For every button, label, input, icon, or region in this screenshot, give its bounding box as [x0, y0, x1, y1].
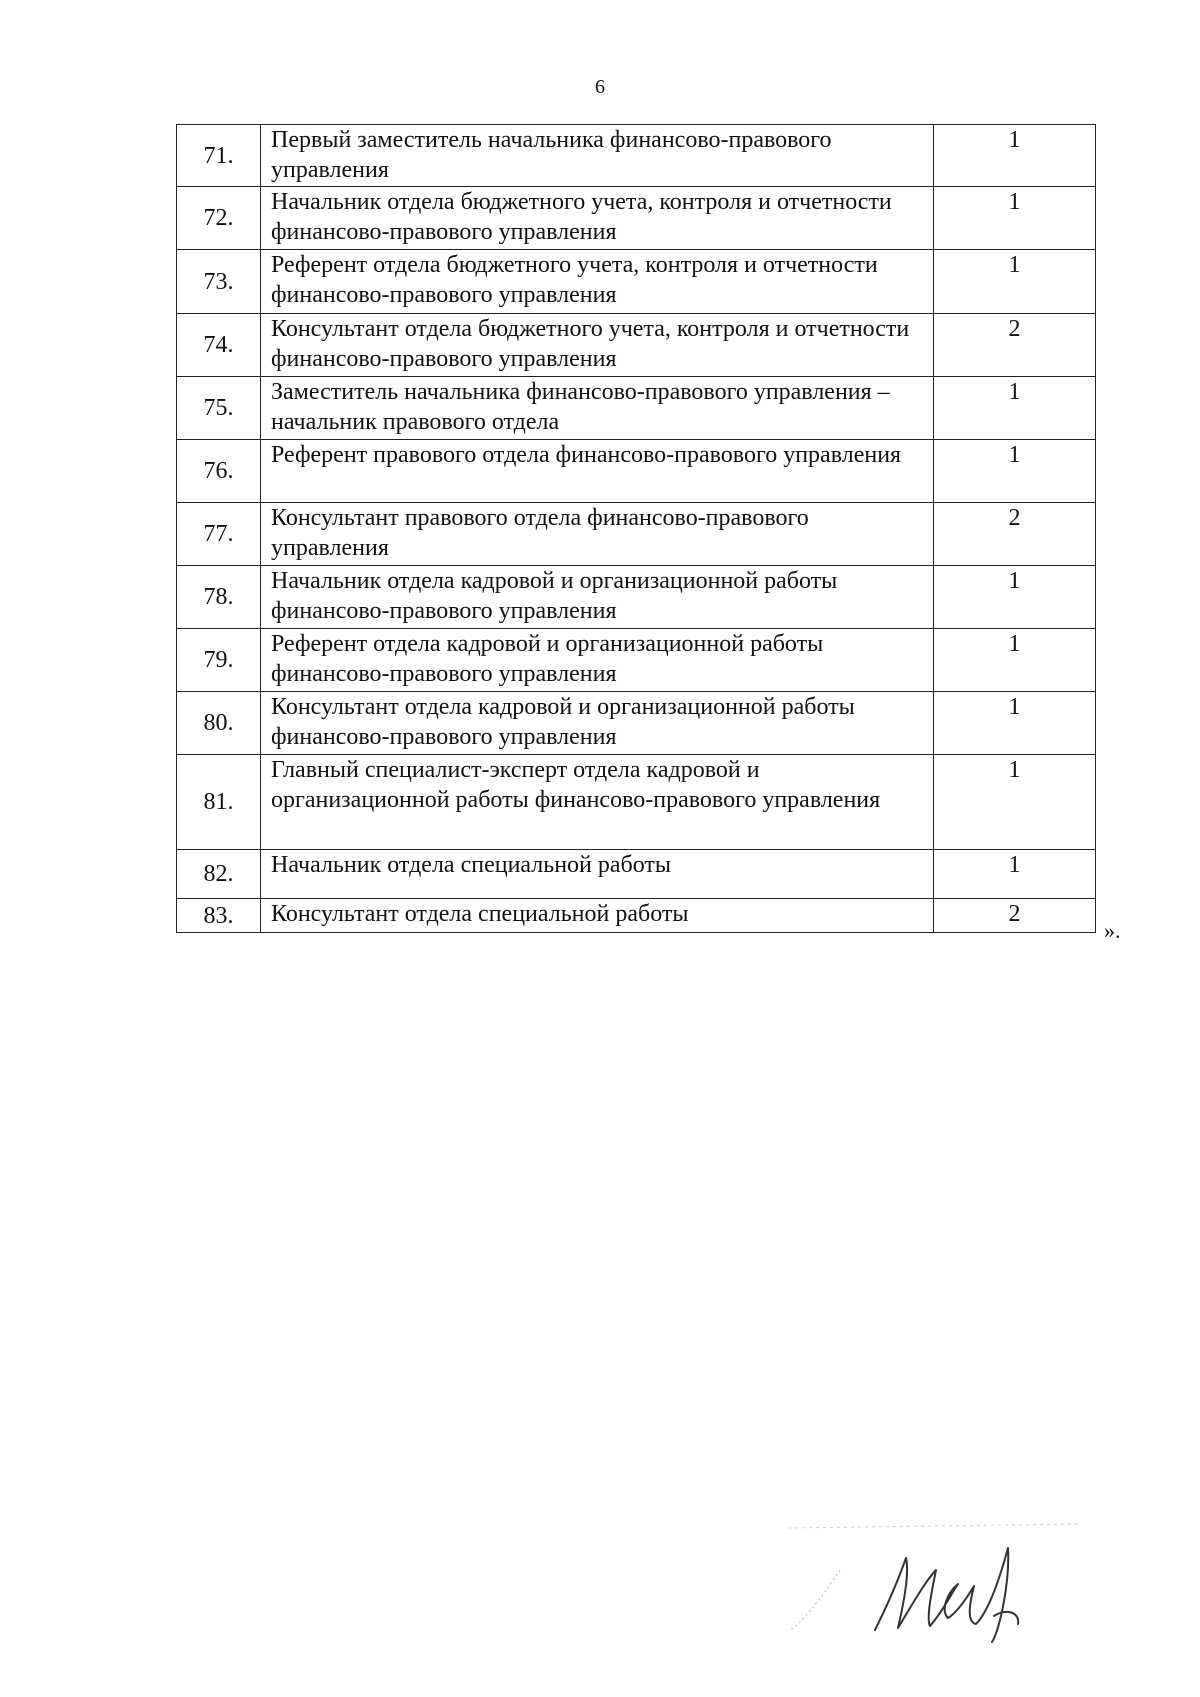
- row-number: 78.: [177, 566, 261, 629]
- table-row: [177, 314, 1096, 377]
- table-row: [177, 850, 1096, 899]
- row-number: 82.: [177, 850, 261, 899]
- position-title: Референт правового отдела финансово-правового управления: [261, 440, 934, 503]
- position-count: 1: [934, 187, 1096, 250]
- position-count: 1: [934, 377, 1096, 440]
- table-row: [177, 755, 1096, 850]
- position-count: 1: [934, 250, 1096, 314]
- table-row: [177, 440, 1096, 503]
- table-row: [177, 899, 1096, 933]
- position-count: 1: [934, 566, 1096, 629]
- position-title: Главный специалист-эксперт отдела кадровой и организационной работы финансово-правового управления: [261, 755, 934, 850]
- row-number: 75.: [177, 377, 261, 440]
- table-row: [177, 692, 1096, 755]
- row-number: 73.: [177, 250, 261, 314]
- row-number: 80.: [177, 692, 261, 755]
- position-count: 2: [934, 503, 1096, 566]
- position-count: 2: [934, 314, 1096, 377]
- position-title: Консультант отдела бюджетного учета, контроля и отчетности финансово-правового управления: [261, 314, 934, 377]
- position-title: Консультант отдела специальной работы: [261, 899, 934, 933]
- position-title: Начальник отдела кадровой и организационной работы финансово-правового управления: [261, 566, 934, 629]
- table-row: [177, 503, 1096, 566]
- position-title: Референт отдела бюджетного учета, контроля и отчетности финансово-правового управления: [261, 250, 934, 314]
- position-title: Начальник отдела бюджетного учета, контроля и отчетности финансово-правового управления: [261, 187, 934, 250]
- closing-quote: ».: [1104, 918, 1121, 943]
- table-row: [177, 377, 1096, 440]
- position-title: Референт отдела кадровой и организационной работы финансово-правового управления: [261, 629, 934, 692]
- staff-positions-table: [176, 124, 1096, 933]
- row-number: 77.: [177, 503, 261, 566]
- row-number: 72.: [177, 187, 261, 250]
- position-title: Консультант правового отдела финансово-правового управления: [261, 503, 934, 566]
- handwritten-signature-icon: [780, 1500, 1140, 1650]
- position-title: Заместитель начальника финансово-правового управления – начальник правового отдела: [261, 377, 934, 440]
- row-number: 79.: [177, 629, 261, 692]
- table-row: [177, 187, 1096, 250]
- position-count: 1: [934, 850, 1096, 899]
- row-number: 74.: [177, 314, 261, 377]
- table-row: [177, 250, 1096, 314]
- position-title: Первый заместитель начальника финансово-правового управления: [261, 125, 934, 187]
- table-row: [177, 629, 1096, 692]
- position-count: 1: [934, 125, 1096, 187]
- page-number: 6: [595, 76, 605, 98]
- position-title: Начальник отдела специальной работы: [261, 850, 934, 899]
- position-title: Консультант отдела кадровой и организационной работы финансово-правового управления: [261, 692, 934, 755]
- table-row: [177, 566, 1096, 629]
- row-number: 81.: [177, 755, 261, 850]
- row-number: 71.: [177, 125, 261, 187]
- row-number: 76.: [177, 440, 261, 503]
- row-number: 83.: [177, 899, 261, 933]
- position-count: 1: [934, 629, 1096, 692]
- position-count: 1: [934, 692, 1096, 755]
- position-count: 2: [934, 899, 1096, 933]
- table-row: [177, 125, 1096, 187]
- position-count: 1: [934, 755, 1096, 850]
- position-count: 1: [934, 440, 1096, 503]
